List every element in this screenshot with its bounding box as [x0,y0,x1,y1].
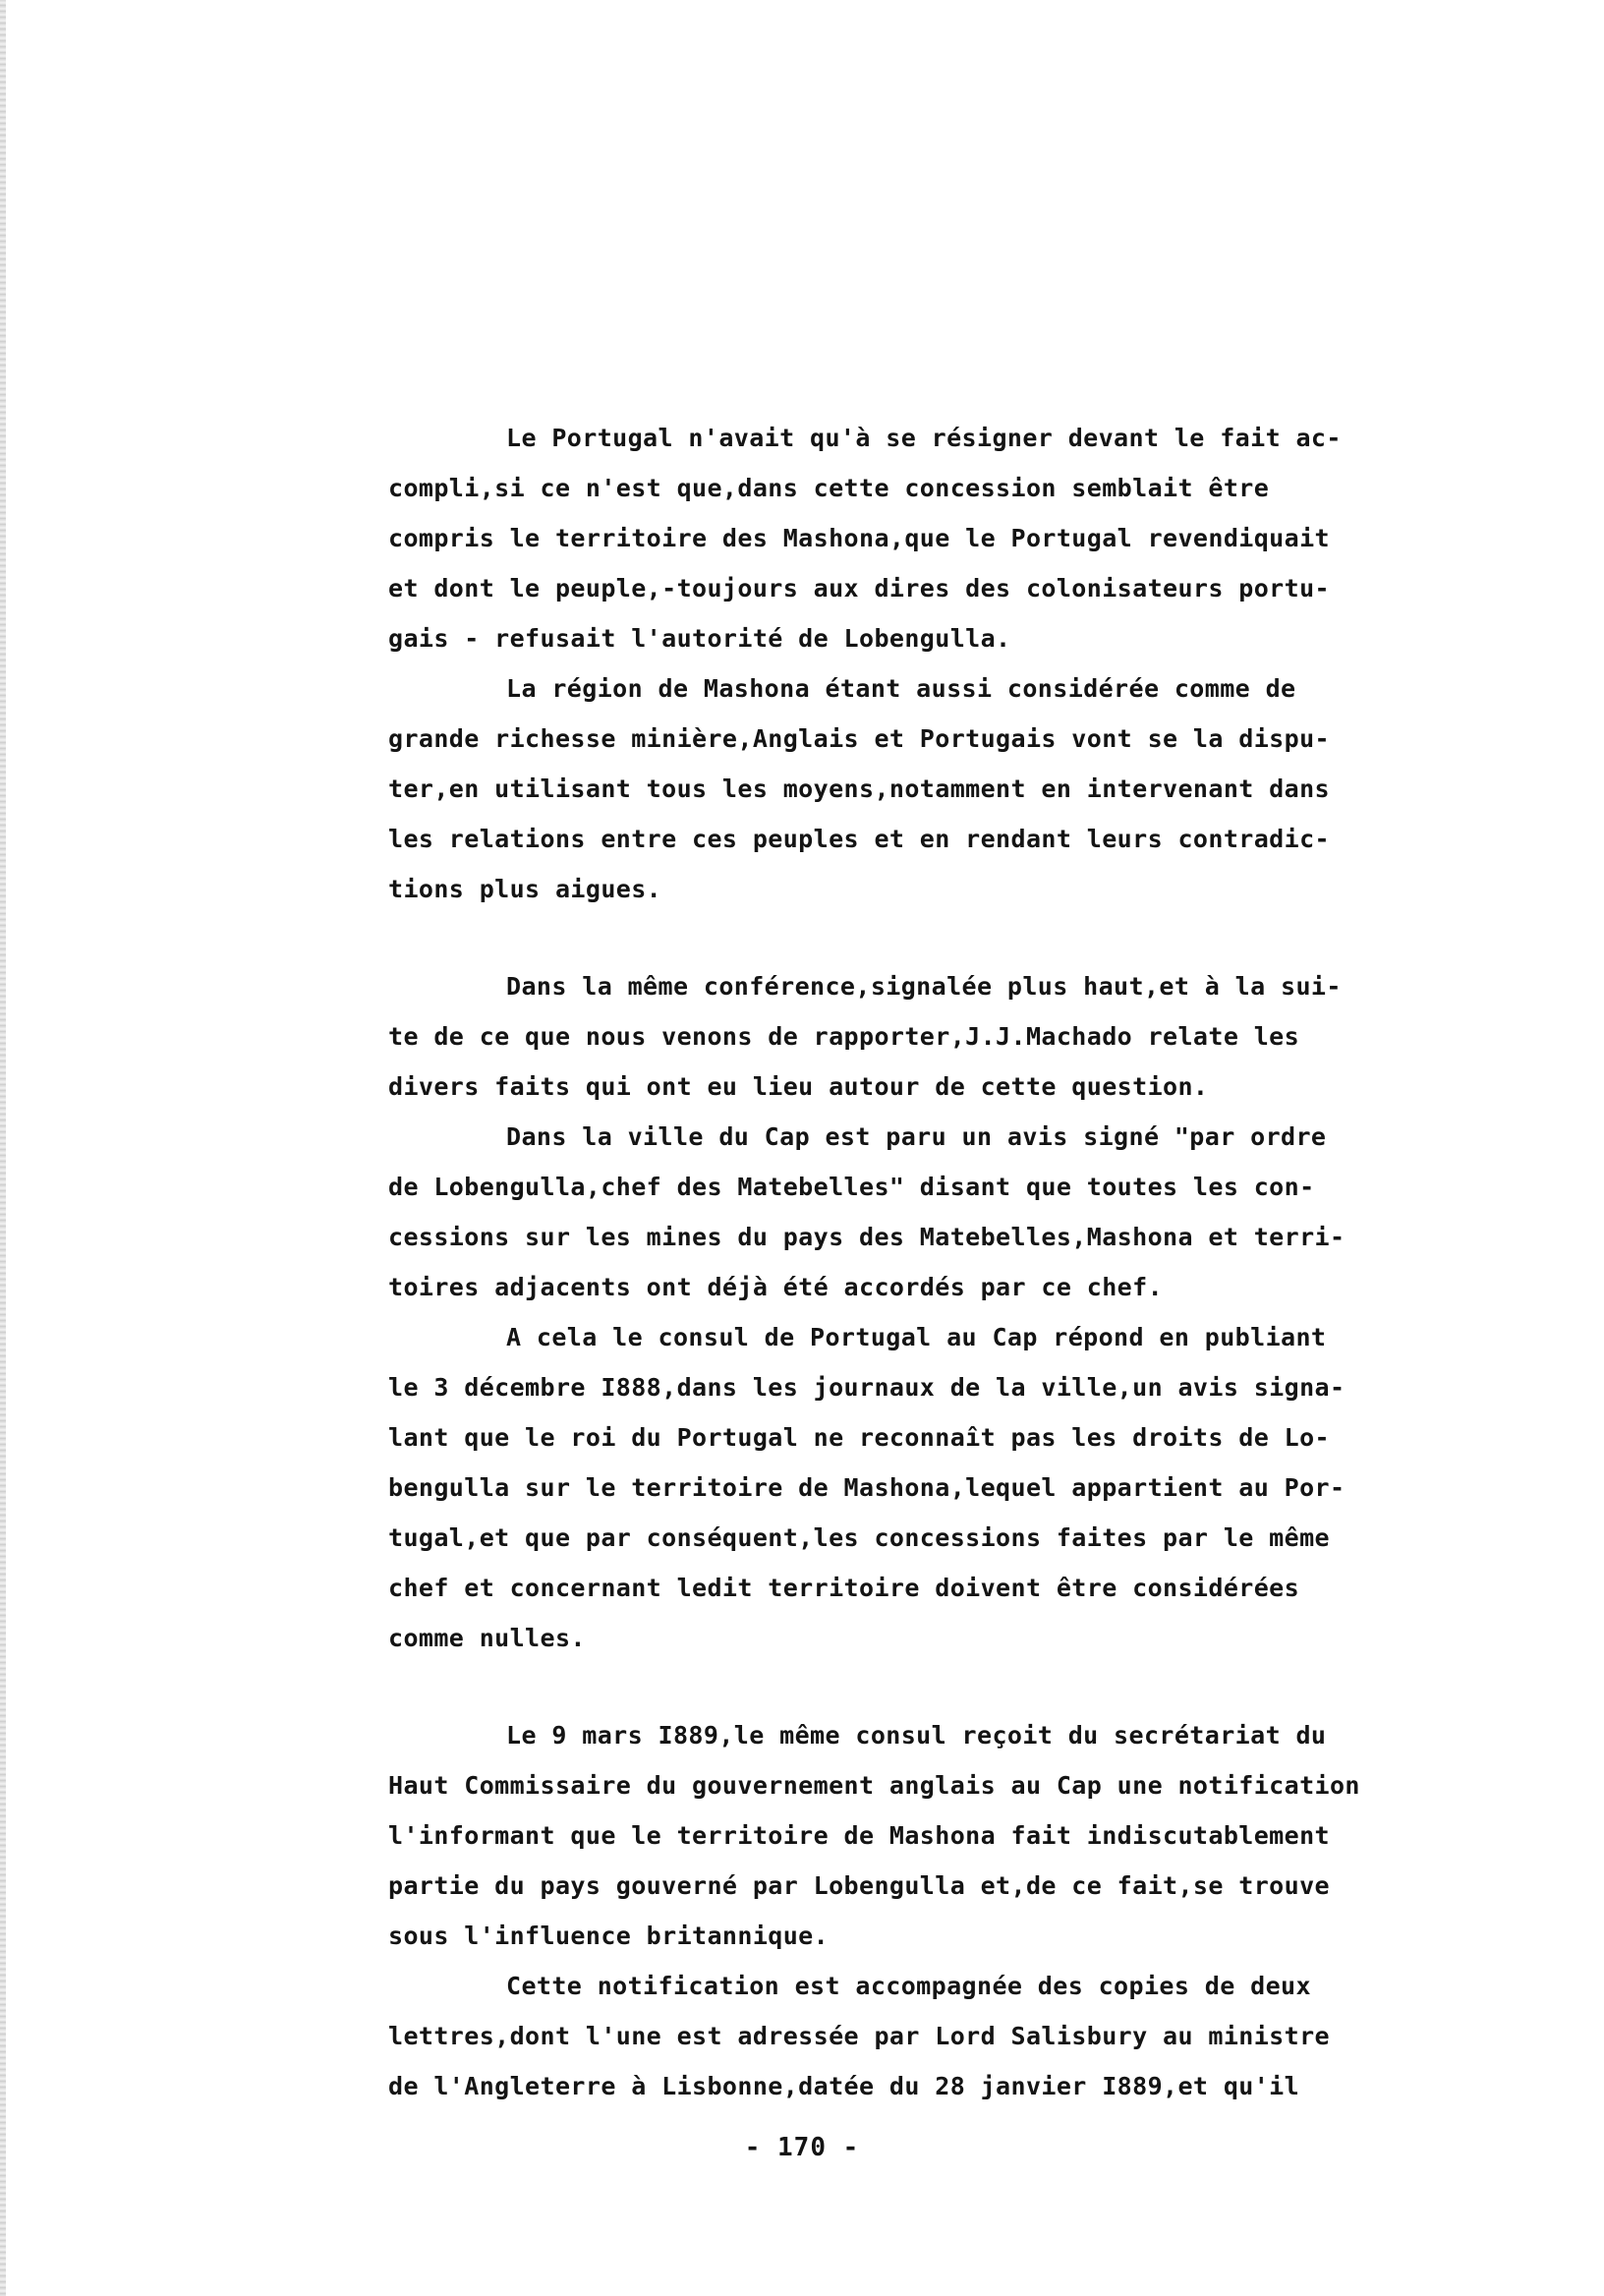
text-line: Haut Commissaire du gouvernement anglais au Cap une notification [388,1771,1360,1800]
text-line: divers faits qui ont eu lieu autour de cette question. [388,1072,1209,1101]
paragraph-7 [388,1961,1499,2111]
text-line: comme nulles. [388,1624,586,1652]
text-line: gais - refusait l'autorité de Lobengulla. [388,624,1011,653]
text-line: cessions sur les mines du pays des Matebelles,Mashona et terri- [388,1223,1346,1251]
text-line: toires adjacents ont déjà été accordés par ce chef. [388,1273,1164,1301]
paragraph-6 [388,1710,1499,1961]
text-line: grande richesse minière,Anglais et Portugais vont se la dispu- [388,724,1330,753]
paragraph-gap [388,914,1499,961]
paragraph-4 [388,1112,1499,1312]
text-line: tions plus aigues. [388,875,662,903]
text-line: les relations entre ces peuples et en rendant leurs contradic- [388,825,1330,853]
text-line: l'informant que le territoire de Mashona fait indiscutablement [388,1821,1330,1850]
text-line: La région de Mashona étant aussi considérée comme de [506,674,1296,703]
text-line: le 3 décembre I888,dans les journaux de la ville,un avis signa- [388,1373,1346,1402]
paragraph-5 [388,1312,1499,1663]
text-line: partie du pays gouverné par Lobengulla et,de ce fait,se trouve [388,1871,1330,1900]
text-line: de Lobengulla,chef des Matebelles" disant que toutes les con- [388,1173,1315,1201]
text-line: chef et concernant ledit territoire doivent être considérées [388,1574,1300,1602]
paragraph-3 [388,961,1499,1112]
text-line: et dont le peuple,-toujours aux dires des colonisateurs portu- [388,574,1330,603]
text-line: Le 9 mars I889,le même consul reçoit du secrétariat du [506,1721,1327,1750]
text-line: A cela le consul de Portugal au Cap répond en publiant [506,1323,1327,1351]
paragraph-gap [388,1663,1499,1710]
text-line: sous l'influence britannique. [388,1922,830,1950]
text-line: tugal,et que par conséquent,les concessions faites par le même [388,1523,1330,1552]
text-line: Cette notification est accompagnée des copies de deux [506,1972,1311,2000]
text-line: de l'Angleterre à Lisbonne,datée du 28 janvier I889,et qu'il [388,2072,1300,2100]
text-line: compli,si ce n'est que,dans cette concession semblait être [388,474,1270,502]
text-line: compris le territoire des Mashona,que le Portugal revendiquait [388,524,1330,552]
text-line: Le Portugal n'avait qu'à se résigner devant le fait ac- [506,424,1342,452]
text-line: Dans la ville du Cap est paru un avis signé "par ordre [506,1122,1327,1151]
text-line: lettres,dont l'une est adressée par Lord Salisbury au ministre [388,2022,1330,2050]
paragraph-2 [388,663,1499,914]
text-line: lant que le roi du Portugal ne reconnaît pas les droits de Lo- [388,1423,1330,1452]
page-number: - 170 - [744,2133,860,2162]
document-body [388,413,1499,2111]
text-line: te de ce que nous venons de rapporter,J.J.Machado relate les [388,1022,1300,1051]
text-line: bengulla sur le territoire de Mashona,lequel appartient au Por- [388,1473,1346,1502]
text-line: Dans la même conférence,signalée plus haut,et à la sui- [506,972,1342,1001]
scan-left-edge [0,0,6,2296]
paragraph-1 [388,413,1499,663]
text-line: ter,en utilisant tous les moyens,notamment en intervenant dans [388,775,1330,803]
